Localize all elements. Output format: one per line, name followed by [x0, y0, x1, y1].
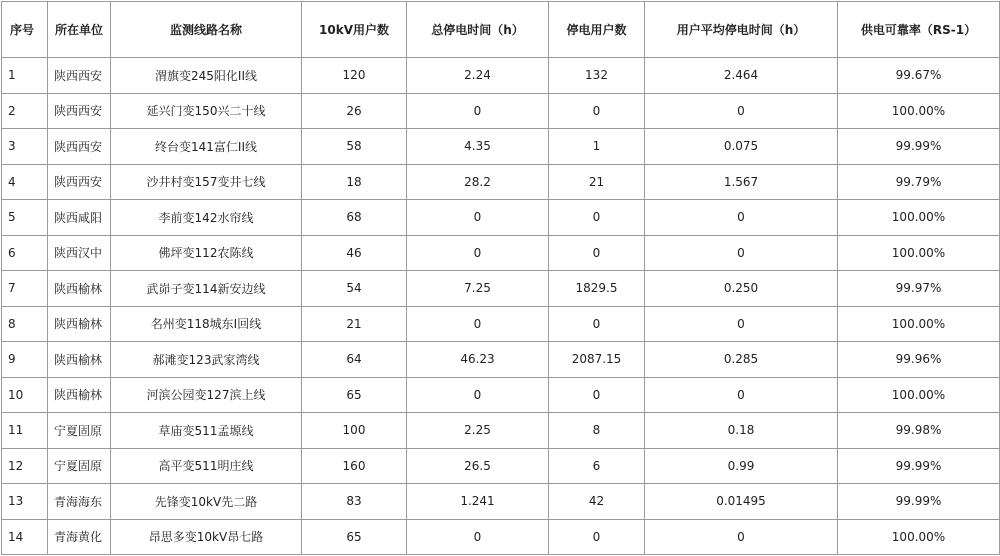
- cell-unit: 陕西榆林: [48, 271, 111, 307]
- cell-total-outage-time: 4.35: [407, 129, 549, 165]
- cell-index: 4: [2, 164, 48, 200]
- cell-reliability: 99.98%: [838, 413, 1000, 449]
- cell-index: 8: [2, 306, 48, 342]
- cell-reliability: 100.00%: [838, 235, 1000, 271]
- cell-line-name: 草庙变511孟塬线: [111, 413, 302, 449]
- cell-avg-outage-time: 0.99: [645, 448, 838, 484]
- reliability-table: [1, 1, 1000, 555]
- table-row: [2, 58, 1000, 94]
- table-row: [2, 129, 1000, 165]
- header-line-name: 监测线路名称: [111, 2, 302, 58]
- cell-avg-outage-time: 0: [645, 200, 838, 236]
- header-row: [2, 2, 1000, 58]
- cell-outage-users: 132: [549, 58, 645, 94]
- cell-index: 13: [2, 484, 48, 520]
- cell-reliability: 100.00%: [838, 377, 1000, 413]
- cell-total-outage-time: 0: [407, 519, 549, 555]
- cell-outage-users: 8: [549, 413, 645, 449]
- cell-index: 6: [2, 235, 48, 271]
- cell-user-count: 65: [302, 377, 407, 413]
- cell-avg-outage-time: 0: [645, 377, 838, 413]
- cell-outage-users: 0: [549, 235, 645, 271]
- cell-outage-users: 0: [549, 306, 645, 342]
- cell-unit: 陕西西安: [48, 129, 111, 165]
- cell-index: 14: [2, 519, 48, 555]
- cell-index: 9: [2, 342, 48, 378]
- cell-total-outage-time: 2.25: [407, 413, 549, 449]
- header-index: 序号: [2, 2, 48, 58]
- table-row: [2, 377, 1000, 413]
- table-row: [2, 448, 1000, 484]
- cell-outage-users: 0: [549, 93, 645, 129]
- cell-reliability: 100.00%: [838, 306, 1000, 342]
- cell-line-name: 延兴门变150兴二十线: [111, 93, 302, 129]
- cell-total-outage-time: 0: [407, 93, 549, 129]
- cell-avg-outage-time: 0: [645, 519, 838, 555]
- cell-outage-users: 21: [549, 164, 645, 200]
- table-row: [2, 235, 1000, 271]
- cell-line-name: 先锋变10kV先二路: [111, 484, 302, 520]
- cell-total-outage-time: 0: [407, 200, 549, 236]
- cell-line-name: 昂思多变10kV昂七路: [111, 519, 302, 555]
- cell-line-name: 河滨公园变127滨上线: [111, 377, 302, 413]
- cell-total-outage-time: 2.24: [407, 58, 549, 94]
- cell-index: 11: [2, 413, 48, 449]
- table-row: [2, 484, 1000, 520]
- cell-unit: 陕西汉中: [48, 235, 111, 271]
- table-row: [2, 413, 1000, 449]
- header-user-count: 10kV用户数: [302, 2, 407, 58]
- cell-avg-outage-time: 0.250: [645, 271, 838, 307]
- cell-line-name: 沙井村变157变井七线: [111, 164, 302, 200]
- header-outage-users: 停电用户数: [549, 2, 645, 58]
- table-row: [2, 93, 1000, 129]
- cell-total-outage-time: 0: [407, 377, 549, 413]
- table-row: [2, 164, 1000, 200]
- cell-index: 5: [2, 200, 48, 236]
- table-row: [2, 342, 1000, 378]
- header-reliability: 供电可靠率（RS-1）: [838, 2, 1000, 58]
- cell-avg-outage-time: 0.01495: [645, 484, 838, 520]
- cell-total-outage-time: 7.25: [407, 271, 549, 307]
- cell-total-outage-time: 0: [407, 235, 549, 271]
- cell-reliability: 100.00%: [838, 93, 1000, 129]
- cell-reliability: 100.00%: [838, 519, 1000, 555]
- cell-avg-outage-time: 0: [645, 306, 838, 342]
- cell-line-name: 高平变511明庄线: [111, 448, 302, 484]
- cell-index: 7: [2, 271, 48, 307]
- cell-index: 3: [2, 129, 48, 165]
- cell-reliability: 99.99%: [838, 448, 1000, 484]
- cell-outage-users: 0: [549, 519, 645, 555]
- cell-user-count: 58: [302, 129, 407, 165]
- table-row: [2, 306, 1000, 342]
- cell-total-outage-time: 0: [407, 306, 549, 342]
- cell-reliability: 99.96%: [838, 342, 1000, 378]
- cell-line-name: 名州变118城东Ⅰ回线: [111, 306, 302, 342]
- cell-index: 1: [2, 58, 48, 94]
- cell-avg-outage-time: 0: [645, 93, 838, 129]
- cell-user-count: 64: [302, 342, 407, 378]
- cell-avg-outage-time: 1.567: [645, 164, 838, 200]
- cell-line-name: 佛坪变112农陈线: [111, 235, 302, 271]
- cell-user-count: 46: [302, 235, 407, 271]
- cell-unit: 宁夏固原: [48, 413, 111, 449]
- cell-reliability: 99.79%: [838, 164, 1000, 200]
- cell-outage-users: 0: [549, 200, 645, 236]
- cell-line-name: 终台变141富仁II线: [111, 129, 302, 165]
- cell-user-count: 54: [302, 271, 407, 307]
- cell-unit: 青海黄化: [48, 519, 111, 555]
- cell-unit: 陕西西安: [48, 58, 111, 94]
- cell-user-count: 68: [302, 200, 407, 236]
- cell-line-name: 武峁子变114新安边线: [111, 271, 302, 307]
- cell-unit: 陕西西安: [48, 164, 111, 200]
- cell-total-outage-time: 26.5: [407, 448, 549, 484]
- cell-reliability: 100.00%: [838, 200, 1000, 236]
- cell-line-name: 郝滩变123武家湾线: [111, 342, 302, 378]
- header-unit: 所在单位: [48, 2, 111, 58]
- cell-outage-users: 42: [549, 484, 645, 520]
- cell-user-count: 160: [302, 448, 407, 484]
- cell-outage-users: 2087.15: [549, 342, 645, 378]
- cell-avg-outage-time: 0.075: [645, 129, 838, 165]
- cell-line-name: 渭旗变245阳化II线: [111, 58, 302, 94]
- cell-total-outage-time: 28.2: [407, 164, 549, 200]
- cell-total-outage-time: 46.23: [407, 342, 549, 378]
- cell-unit: 陕西西安: [48, 93, 111, 129]
- cell-reliability: 99.99%: [838, 484, 1000, 520]
- cell-reliability: 99.97%: [838, 271, 1000, 307]
- cell-unit: 陕西榆林: [48, 342, 111, 378]
- cell-unit: 陕西咸阳: [48, 200, 111, 236]
- cell-user-count: 83: [302, 484, 407, 520]
- cell-user-count: 21: [302, 306, 407, 342]
- header-total-outage-time: 总停电时间（h）: [407, 2, 549, 58]
- cell-user-count: 18: [302, 164, 407, 200]
- cell-outage-users: 1: [549, 129, 645, 165]
- cell-outage-users: 6: [549, 448, 645, 484]
- cell-unit: 宁夏固原: [48, 448, 111, 484]
- cell-reliability: 99.67%: [838, 58, 1000, 94]
- cell-avg-outage-time: 0: [645, 235, 838, 271]
- cell-index: 10: [2, 377, 48, 413]
- cell-avg-outage-time: 0.18: [645, 413, 838, 449]
- cell-user-count: 120: [302, 58, 407, 94]
- header-avg-outage-time: 用户平均停电时间（h）: [645, 2, 838, 58]
- cell-unit: 陕西榆林: [48, 306, 111, 342]
- cell-total-outage-time: 1.241: [407, 484, 549, 520]
- cell-user-count: 100: [302, 413, 407, 449]
- cell-outage-users: 1829.5: [549, 271, 645, 307]
- table-row: [2, 271, 1000, 307]
- cell-user-count: 26: [302, 93, 407, 129]
- cell-unit: 青海海东: [48, 484, 111, 520]
- cell-index: 12: [2, 448, 48, 484]
- table-row: [2, 519, 1000, 555]
- cell-outage-users: 0: [549, 377, 645, 413]
- cell-reliability: 99.99%: [838, 129, 1000, 165]
- cell-line-name: 李前变142水帘线: [111, 200, 302, 236]
- table-row: [2, 200, 1000, 236]
- cell-avg-outage-time: 2.464: [645, 58, 838, 94]
- cell-unit: 陕西榆林: [48, 377, 111, 413]
- cell-avg-outage-time: 0.285: [645, 342, 838, 378]
- cell-user-count: 65: [302, 519, 407, 555]
- cell-index: 2: [2, 93, 48, 129]
